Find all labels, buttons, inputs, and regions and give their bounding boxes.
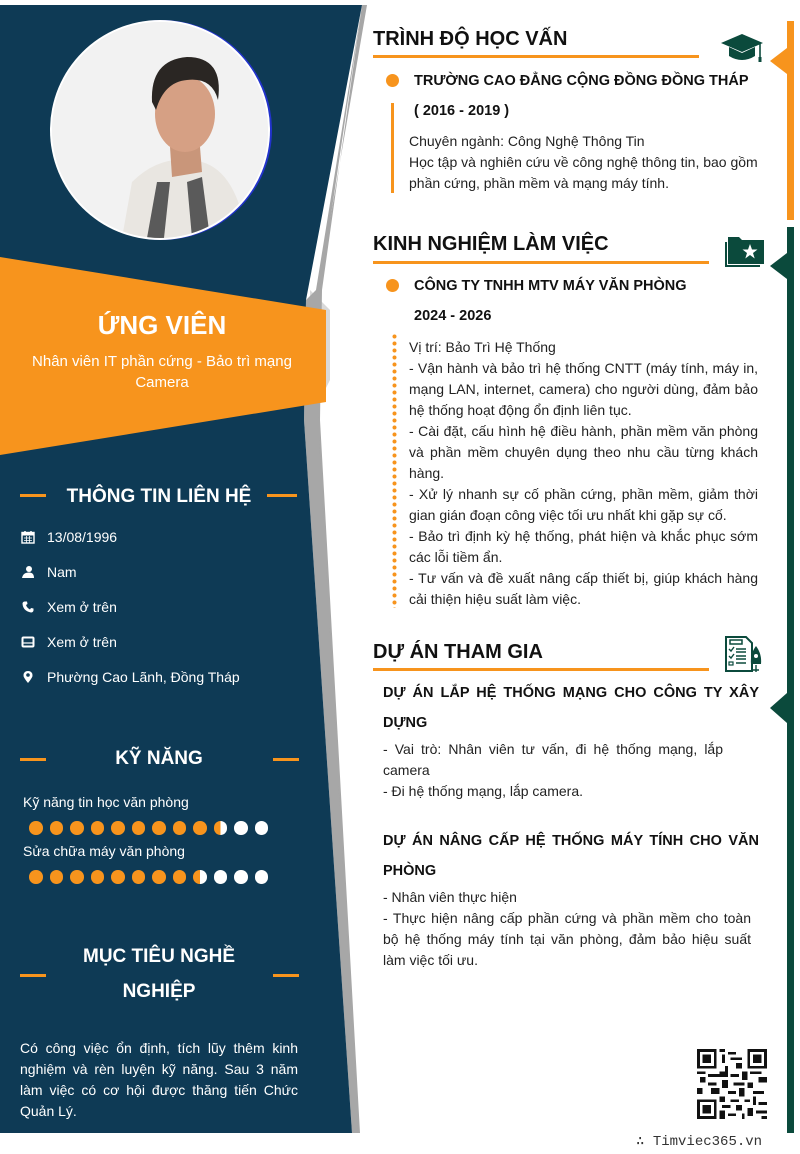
- location-icon: [20, 669, 36, 685]
- projects-heading: DỰ ÁN THAM GIA: [373, 641, 543, 663]
- education-period: ( 2016 - 2019 ): [414, 103, 510, 119]
- education-details: Chuyên ngành: Công Nghệ Thông Tin Học tập và nghiên cứu về công nghệ thông tin, bao gồm phần cứng, phần mềm và mạng máy tính.: [409, 133, 758, 191]
- timeline-line: [391, 103, 394, 193]
- skill-label: Sửa chữa máy văn phòng: [23, 843, 185, 859]
- school-name: TRƯỜNG CAO ĐẲNG CỘNG ĐỒNG ĐỒNG THÁP: [414, 73, 749, 89]
- candidate-name: ỨNG VIÊN: [97, 310, 227, 340]
- timeline-bullet: [386, 74, 399, 87]
- company-name: CÔNG TY TNHH MTV MÁY VĂN PHÒNG: [414, 278, 687, 294]
- timeline-bullet: [386, 279, 399, 292]
- edge-bar-orange: [787, 21, 794, 220]
- folder-star-icon: [724, 234, 766, 275]
- graduation-cap-icon: [720, 32, 764, 69]
- candidate-job-title: Nhân viên IT phần cứng - Bảo trì mạng Camera: [32, 353, 292, 391]
- contact-gender: Nam: [20, 562, 77, 582]
- project-details: - Vai trò: Nhân viên tư vấn, đi hệ thống mạng, lắp camera - Đi hệ thống mạng, lắp camera.: [383, 741, 723, 799]
- phone-icon: [20, 599, 36, 615]
- contact-email: Xem ở trên: [20, 632, 117, 652]
- edge-arrow-green: [770, 253, 787, 279]
- email-icon: [20, 634, 36, 650]
- experience-details: Vị trí: Bảo Trì Hệ Thống - Vận hành và bảo trì hệ thống CNTT (máy tính, máy in, mạng LAN, internet, camera) cho người dùng, đảm bảo hệ thống hoạt động ổn định liên tục. - Cài đặt, cấu hình hệ điều hành, phần mềm văn phòng và phần mềm chuyên dụng theo nhu cầu từng khách hàng. - Xử lý nhanh sự cố phần cứng, phần mềm, giảm thời gian gián đoạn công việc tối ưu nhất khi gặp sự cố. - Bảo trì định kỳ hệ thống, phát hiện và khắc phục sớm các lỗi tiềm ẩn. - Tư vấn và đề xuất nâng cấp thiết bị, giúp khách hàng cải thiện hiệu suất làm việc.: [409, 339, 758, 607]
- contact-address: Phường Cao Lãnh, Đồng Tháp: [20, 667, 240, 687]
- objective-heading: MỤC TIÊU NGHỀ NGHIỆP: [83, 946, 235, 1002]
- section-rule: [373, 668, 709, 671]
- heading-rule-right: [267, 494, 297, 497]
- objective-text: Có công việc ổn định, tích lũy thêm kinh nghiệm và rèn luyện kỹ năng. Sau 3 năm làm việc có cơ hội được thăng tiến Chức Quản Lý.: [20, 1040, 298, 1119]
- project-checklist-rocket-icon: [724, 634, 764, 679]
- contact-heading: THÔNG TIN LIÊN HỆ: [66, 486, 252, 507]
- project-title: DỰ ÁN LẮP HỆ THỐNG MẠNG CHO CÔNG TY XÂY DỰNG: [383, 685, 759, 731]
- contact-birthday: 13/08/1996: [20, 527, 117, 547]
- skill-rating: [29, 821, 268, 835]
- heading-rule-right: [273, 974, 299, 977]
- user-icon: [20, 564, 36, 580]
- experience-heading: KINH NGHIỆM LÀM VIỆC: [373, 233, 609, 255]
- skill-rating: [29, 870, 268, 884]
- edge-arrow-green: [770, 693, 787, 723]
- brand-footer: ∴ Timviec365.vn: [636, 1134, 763, 1150]
- section-rule: [373, 261, 709, 264]
- heading-rule-right: [273, 758, 299, 761]
- timeline-dotted-line: [392, 333, 397, 608]
- edge-bar-green: [787, 227, 794, 1133]
- project-details: - Nhân viên thực hiện - Thực hiện nâng cấp phần cứng và phần mềm cho toàn bộ hệ thống máy tính tại văn phòng, đảm bảo hiệu suất làm việc tối ưu.: [383, 889, 751, 968]
- skill-label: Kỹ năng tin học văn phòng: [23, 794, 189, 810]
- education-heading: TRÌNH ĐỘ HỌC VẤN: [373, 28, 568, 50]
- section-rule: [373, 55, 699, 58]
- experience-period: 2024 - 2026: [414, 308, 492, 324]
- skills-heading: KỸ NĂNG: [115, 748, 203, 769]
- qr-code: [697, 1049, 767, 1119]
- edge-arrow-orange: [770, 48, 787, 74]
- contact-phone: Xem ở trên: [20, 597, 117, 617]
- project-title: DỰ ÁN NÂNG CẤP HỆ THỐNG MÁY TÍNH CHO VĂN PHÒNG: [383, 833, 759, 879]
- avatar: [52, 22, 268, 238]
- calendar-icon: [20, 529, 36, 545]
